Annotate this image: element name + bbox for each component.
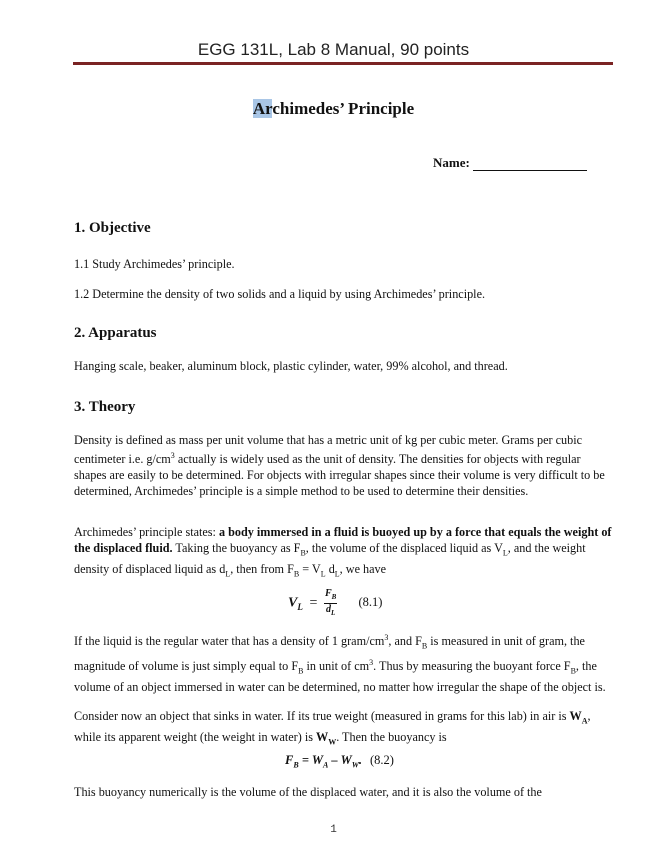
document-header: EGG 131L, Lab 8 Manual, 90 points — [197, 40, 470, 59]
page-number: 1 — [330, 824, 337, 836]
theory-paragraph-4: Consider now an object that sinks in water. If its true weight (measured in grams for this lab) in air is $W_A$, while its apparent weight (the weight in water) is $W_W$. Then the buoyancy is — [74, 709, 591, 747]
theory-paragraph-1: Density is defined as mass per unit volume that has a metric unit of kg per cubic meter. Grams per cubic centimeter i.e. $g/cm^3$ actually is widely used as the unit of density. The densities for objects with regular shapes are easily to be determined. For objects with irregular shapes since their volume is very difficult to be determined, Archimedes’ principle is a simple method to be used to determine their densities. — [74, 433, 605, 499]
theory-paragraph-5: This buoyancy numerically is the volume of the displaced water, and it is also the volume of the — [74, 785, 542, 799]
page-title: Archimedes’ Principle — [252, 99, 415, 118]
section-heading-objective: 1. Objective — [74, 220, 151, 236]
objective-item-2: 1.2 Determine the density of two solids and a liquid by using Archimedes’ principle. — [74, 287, 486, 301]
apparatus-text: Hanging scale, beaker, aluminum block, plastic cylinder, water, 99% alcohol, and thread. — [74, 359, 508, 373]
equation-8-1: $V_L$ = $\frac{F_B}{d_L}$ (8.1) — [288, 588, 383, 617]
header-rule — [73, 62, 613, 65]
section-heading-apparatus: 2. Apparatus — [74, 325, 157, 341]
text-selection-highlight[interactable]: Ar — [252, 99, 273, 118]
equation-8-2: $F_B = W_A - W_W$. (8.2) — [285, 753, 394, 770]
theory-paragraph-3: If the liquid is the regular water that has a density of 1 gram/$cm^3$, and $F_B$ is measured in unit of gram, the magnitude of volume is just simply equal to $F_B$ in unit of $cm^3$. Thus by measuring the buoyant force $F_B$, the volume of an object immersed in water can be determined, no matter how irregular the shape of the object is. — [74, 633, 606, 694]
name-blank-line — [473, 158, 587, 171]
equation-number: (8.2) — [369, 753, 394, 767]
equation-number: (8.1) — [358, 595, 383, 610]
theory-paragraph-2: Archimedes’ principle states: a body immersed in a fluid is buoyed up by a force that equals the weight of the displaced fluid. Taking the buoyancy as $F_B$, the volume of the displaced liquid as $V_L$, and the weight density of displaced liquid as $d_L$, then from $F_B = V_L$ $d_L$, we have — [74, 525, 612, 579]
objective-item-1: 1.1 Study Archimedes’ principle. — [74, 257, 235, 271]
name-field: Name: — [433, 155, 587, 171]
section-heading-theory: 3. Theory — [74, 399, 136, 415]
fraction: $\frac{F_B}{d_L}$ — [325, 588, 337, 617]
